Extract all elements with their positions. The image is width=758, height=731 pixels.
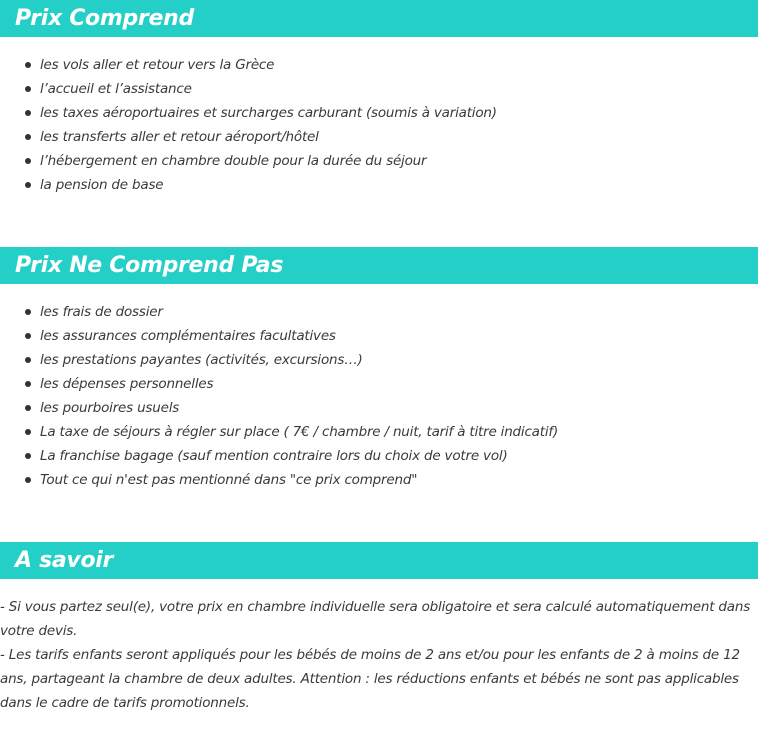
bullet-icon xyxy=(25,62,31,68)
list-item-text: les transferts aller et retour aéroport/hôtel xyxy=(40,129,319,145)
list-item-text: les pourboires usuels xyxy=(40,400,180,416)
bullet-icon xyxy=(25,86,31,92)
bullet-icon xyxy=(25,477,31,483)
list-item xyxy=(0,420,558,444)
list-item-text: les frais de dossier xyxy=(40,304,163,320)
list-item xyxy=(0,348,558,372)
bullet-icon xyxy=(25,333,31,339)
list-item xyxy=(0,372,558,396)
list-item xyxy=(0,53,497,77)
bullet-icon xyxy=(25,429,31,435)
list-item xyxy=(0,300,558,324)
list-item-text: les taxes aéroportuaires et surcharges carburant (soumis à variation) xyxy=(40,105,497,121)
section-title: Prix Ne Comprend Pas xyxy=(15,253,284,278)
list-item xyxy=(0,324,558,348)
paragraph: - Si vous partez seul(e), votre prix en chambre individuelle sera obligatoire et sera calculé automatiquement dans votre devis. xyxy=(0,599,751,639)
list-item xyxy=(0,77,497,101)
section-title: Prix Comprend xyxy=(15,6,194,31)
list-item-text: les prestations payantes (activités, excursions…) xyxy=(40,352,363,368)
list-item-text: La taxe de séjours à régler sur place ( 7€ / chambre / nuit, tarif à titre indicatif) xyxy=(40,424,559,440)
list-item-text: la pension de base xyxy=(40,177,164,193)
a-savoir-text xyxy=(0,595,758,715)
section-header-prix-ne-comprend-pas xyxy=(0,247,758,284)
list-item xyxy=(0,125,497,149)
paragraph: - Les tarifs enfants seront appliqués pour les bébés de moins de 2 ans et/ou pour les enfants de 2 à moins de 12 ans, partageant la chambre de deux adultes. Attention : les réductions enfants et bébés ne sont pas applicables dans le cadre de tarifs promotionnels. xyxy=(0,647,740,711)
list-item xyxy=(0,396,558,420)
section-title: A savoir xyxy=(15,548,114,573)
list-prix-comprend xyxy=(0,53,497,197)
list-item xyxy=(0,173,497,197)
list-item-text: l’hébergement en chambre double pour la durée du séjour xyxy=(40,153,427,169)
list-item-text: Tout ce qui n'est pas mentionné dans "ce prix comprend" xyxy=(40,472,418,488)
list-item xyxy=(0,101,497,125)
bullet-icon xyxy=(25,309,31,315)
section-header-a-savoir xyxy=(0,542,758,579)
bullet-icon xyxy=(25,453,31,459)
list-item xyxy=(0,149,497,173)
list-item-text: les assurances complémentaires facultatives xyxy=(40,328,336,344)
bullet-icon xyxy=(25,357,31,363)
bullet-icon xyxy=(25,405,31,411)
list-item-text: les dépenses personnelles xyxy=(40,376,214,392)
list-item-text: l’accueil et l’assistance xyxy=(40,81,192,97)
list-item xyxy=(0,468,558,492)
list-item xyxy=(0,444,558,468)
bullet-icon xyxy=(25,158,31,164)
section-header-prix-comprend xyxy=(0,0,758,37)
bullet-icon xyxy=(25,381,31,387)
list-item-text: les vols aller et retour vers la Grèce xyxy=(40,57,275,73)
bullet-icon xyxy=(25,182,31,188)
list-prix-ne-comprend-pas xyxy=(0,300,558,492)
bullet-icon xyxy=(25,110,31,116)
bullet-icon xyxy=(25,134,31,140)
list-item-text: La franchise bagage (sauf mention contraire lors du choix de votre vol) xyxy=(40,448,508,464)
